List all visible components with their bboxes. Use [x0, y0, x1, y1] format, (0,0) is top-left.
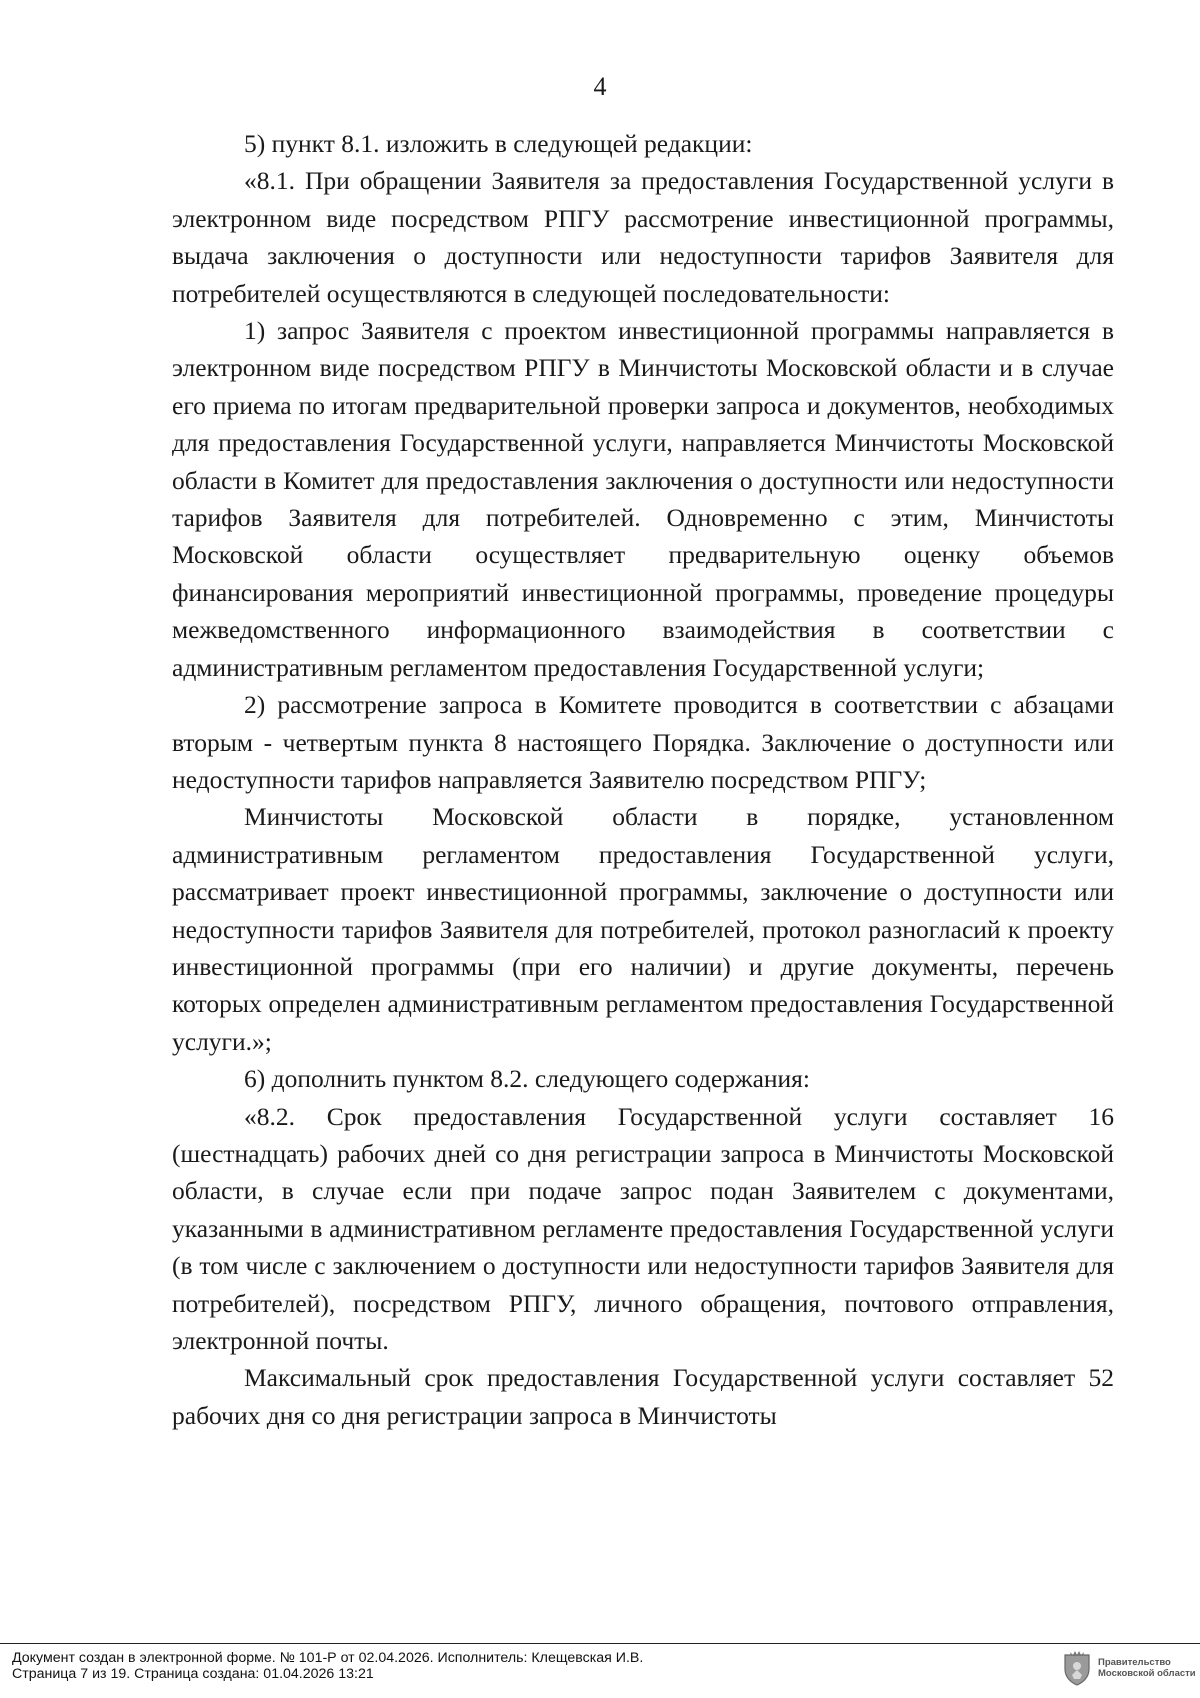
footer-document-info: Документ создан в электронной форме. № 101-Р от 02.04.2026. Исполнитель: Клещевская И.В. — [12, 1650, 644, 1666]
moscow-region-coat-of-arms-icon — [1062, 1649, 1092, 1687]
logo-text-line-1: Правительство — [1098, 1657, 1171, 1668]
document-body — [172, 125, 1114, 1434]
government-logo — [1062, 1646, 1196, 1690]
paragraph-clause-8-2: «8.2. Срок предоставления Государственной услуги составляет 16 (шестнадцать) рабочих дней со дня регистрации запроса в Минчистоты Московской области, в случае если при подаче запрос подан Заявителем с документами, указанными в административном регламенте предоставления Государственной услуги (в том числе с заключением о доступности или недоступности тарифов Заявителя для потребителей), посредством РПГУ, личного обращения, почтового отправления, электронной почты. — [172, 1101, 1114, 1355]
footer-divider — [0, 1643, 1200, 1644]
footer-info — [12, 1650, 643, 1682]
paragraph-item-6: 6) дополнить пунктом 8.2. следующего содержания: — [244, 1064, 810, 1094]
paragraph-max-term: Максимальный срок предоставления Государственной услуги составляет 52 рабочих дня со дня регистрации запроса в Минчистоты — [172, 1363, 1114, 1430]
government-logo-text — [1098, 1657, 1196, 1679]
paragraph-item-5: 5) пункт 8.1. изложить в следующей редакции: — [244, 129, 753, 158]
footer-page-info: Страница 7 из 19. Страница создана: 01.04.2026 13:21 — [12, 1666, 374, 1682]
paragraph-minchistoty: Минчистоты Московской области в порядке, установленном административным регламентом предоставления Государственной услуги, рассматривает проект инвестиционной программы, заключение о доступности или недоступности тарифов Заявителя для потребителей, протокол разногласий к проекту инвестиционной программы (при его наличии) и другие документы, перечень которых определен административным регламентом предоставления Государственной услуги.»; — [172, 802, 1114, 1056]
page-number: 4 — [593, 72, 607, 101]
logo-text-line-2: Московской области — [1098, 1668, 1196, 1679]
paragraph-subitem-2: 2) рассмотрение запроса в Комитете проводится в соответствии с абзацами вторым - четвертым пункта 8 настоящего Порядка. Заключение о доступности или недоступности тарифов направляется Заявителю посредством РПГУ; — [172, 690, 1114, 794]
paragraph-clause-8-1: «8.1. При обращении Заявителя за предоставления Государственной услуги в электронном виде посредством РПГУ рассмотрение инвестиционной программы, выдача заключения о доступности или недоступности тарифов Заявителя для потребителей осуществляются в следующей последовательности: — [172, 166, 1114, 308]
paragraph-subitem-1: 1) запрос Заявителя с проектом инвестиционной программы направляется в электронном виде посредством РПГУ в Минчистоты Московской области и в случае его приема по итогам предварительной проверки запроса и документов, необходимых для предоставления Государственной услуги, направляется Минчистоты Московской области в Комитет для предоставления заключения о доступности или недоступности тарифов Заявителя для потребителей. Одновременно с этим, Минчистоты Московской области осуществляет предварительную оценку объемов финансирования мероприятий инвестиционной программы, проведение процедуры межведомственного информационного взаимодействия в соответствии с административным регламентом предоставления Государственной услуги; — [172, 316, 1114, 682]
